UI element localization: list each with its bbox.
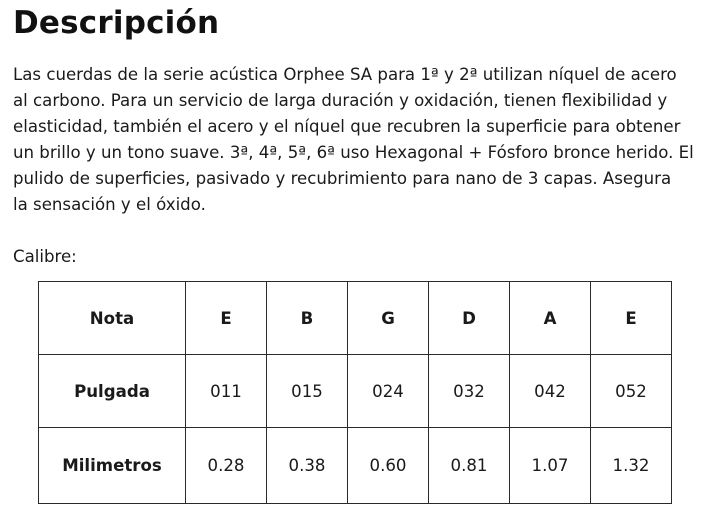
table-cell: 0.81 bbox=[429, 428, 510, 504]
caliber-table bbox=[38, 281, 672, 504]
table-row bbox=[39, 355, 672, 428]
header-cell: A bbox=[510, 282, 591, 355]
row-header-inch: Pulgada bbox=[39, 355, 186, 428]
table-cell: 032 bbox=[429, 355, 510, 428]
header-cell: D bbox=[429, 282, 510, 355]
table-cell: 042 bbox=[510, 355, 591, 428]
table-cell: 1.07 bbox=[510, 428, 591, 504]
table-cell: 1.32 bbox=[591, 428, 672, 504]
description-line: pulido de superficies, pasivado y recubrimiento para nano de 3 capas. Asegura bbox=[13, 169, 672, 188]
table-cell: 0.60 bbox=[348, 428, 429, 504]
table-cell: 0.38 bbox=[267, 428, 348, 504]
page-title: Descripción bbox=[13, 5, 220, 41]
table-cell: 011 bbox=[186, 355, 267, 428]
row-header-mm: Milimetros bbox=[39, 428, 186, 504]
table-cell: 052 bbox=[591, 355, 672, 428]
header-cell: E bbox=[186, 282, 267, 355]
description-line: elasticidad, también el acero y el níquel que recubren la superficie para obtener bbox=[13, 117, 681, 136]
table-cell: 0.28 bbox=[186, 428, 267, 504]
header-cell: G bbox=[348, 282, 429, 355]
description-line: un brillo y un tono suave. 3ª, 4ª, 5ª, 6ª uso Hexagonal + Fósforo bronce herido. El bbox=[13, 143, 694, 162]
header-cell: B bbox=[267, 282, 348, 355]
description-line: Las cuerdas de la serie acústica Orphee SA para 1ª y 2ª utilizan níquel de acero bbox=[13, 65, 677, 84]
header-cell: E bbox=[591, 282, 672, 355]
caliber-label: Calibre: bbox=[13, 247, 77, 266]
table-cell: 015 bbox=[267, 355, 348, 428]
header-cell-note: Nota bbox=[39, 282, 186, 355]
table-cell: 024 bbox=[348, 355, 429, 428]
description-line: al carbono. Para un servicio de larga duración y oxidación, tienen flexibilidad y bbox=[13, 91, 668, 110]
table-row bbox=[39, 428, 672, 504]
description-paragraph bbox=[13, 62, 713, 218]
table-header-row bbox=[39, 282, 672, 355]
description-line: la sensación y el óxido. bbox=[13, 195, 206, 214]
